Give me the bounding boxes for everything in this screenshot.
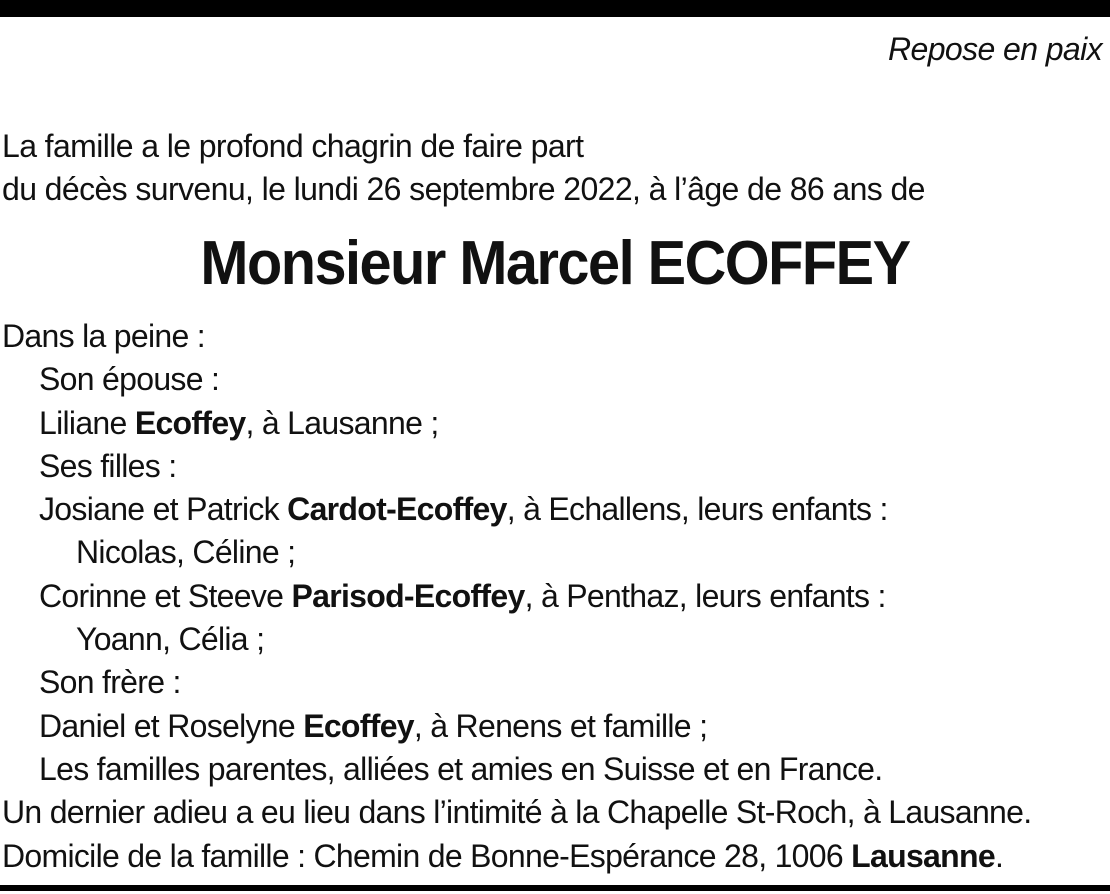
- spouse-surname: Ecoffey: [134, 404, 246, 441]
- bottom-border-rule: [0, 885, 1110, 891]
- daughter-1-children: Nicolas, Céline ;: [76, 534, 296, 571]
- brother-surname: Ecoffey: [303, 707, 414, 744]
- spouse-label: Son épouse :: [39, 361, 220, 398]
- daughter-entry-1: [2, 488, 1031, 531]
- daughter-2-given-names: Corinne et Steeve: [39, 577, 292, 614]
- daughters-label: Ses filles :: [39, 447, 177, 484]
- daughter-2-location: , à Penthaz, leurs enfants :: [524, 577, 886, 614]
- mourners-list: [2, 315, 1031, 878]
- domicile-address: Domicile de la famille : Chemin de Bonne-Espérance 28, 1006: [2, 837, 852, 874]
- spouse-entry: [2, 402, 1031, 445]
- domicile-city: Lausanne: [851, 837, 995, 874]
- daughter-1-given-names: Josiane et Patrick: [39, 491, 288, 528]
- daughter-2-children: Yoann, Célia ;: [76, 621, 265, 658]
- brother-given-names: Daniel et Roselyne: [39, 707, 304, 744]
- farewell-notice: Un dernier adieu a eu lieu dans l’intimité à la Chapelle St-Roch, à Lausanne.: [2, 794, 1032, 831]
- brother-entry: [2, 705, 1031, 748]
- brother-label: Son frère :: [39, 664, 181, 701]
- daughter-1-location: , à Echallens, leurs enfants :: [506, 491, 888, 528]
- spouse-given-names: Liliane: [39, 404, 135, 441]
- mourners-heading: Dans la peine :: [2, 318, 205, 354]
- intro-paragraph: [2, 125, 925, 211]
- brother-location: , à Renens et famille ;: [413, 707, 708, 744]
- motto-text: Repose en paix: [888, 31, 1102, 67]
- spouse-location: , à Lausanne ;: [245, 404, 439, 441]
- intro-line-2: du décès survenu, le lundi 26 septembre 2022, à l’âge de 86 ans de: [2, 171, 925, 207]
- domicile-line: [2, 835, 1031, 878]
- daughter-entry-2: [2, 575, 1031, 618]
- intro-line-1: La famille a le profond chagrin de faire part: [2, 128, 584, 164]
- daughter-2-surname: Parisod-Ecoffey: [291, 577, 525, 614]
- top-border-rule: [0, 0, 1110, 17]
- extended-families: Les familles parentes, alliées et amies en Suisse et en France.: [39, 750, 883, 787]
- daughter-1-surname: Cardot-Ecoffey: [287, 491, 507, 528]
- deceased-name: Monsieur Marcel ECOFFEY: [200, 229, 910, 298]
- domicile-punctuation: .: [994, 837, 1004, 874]
